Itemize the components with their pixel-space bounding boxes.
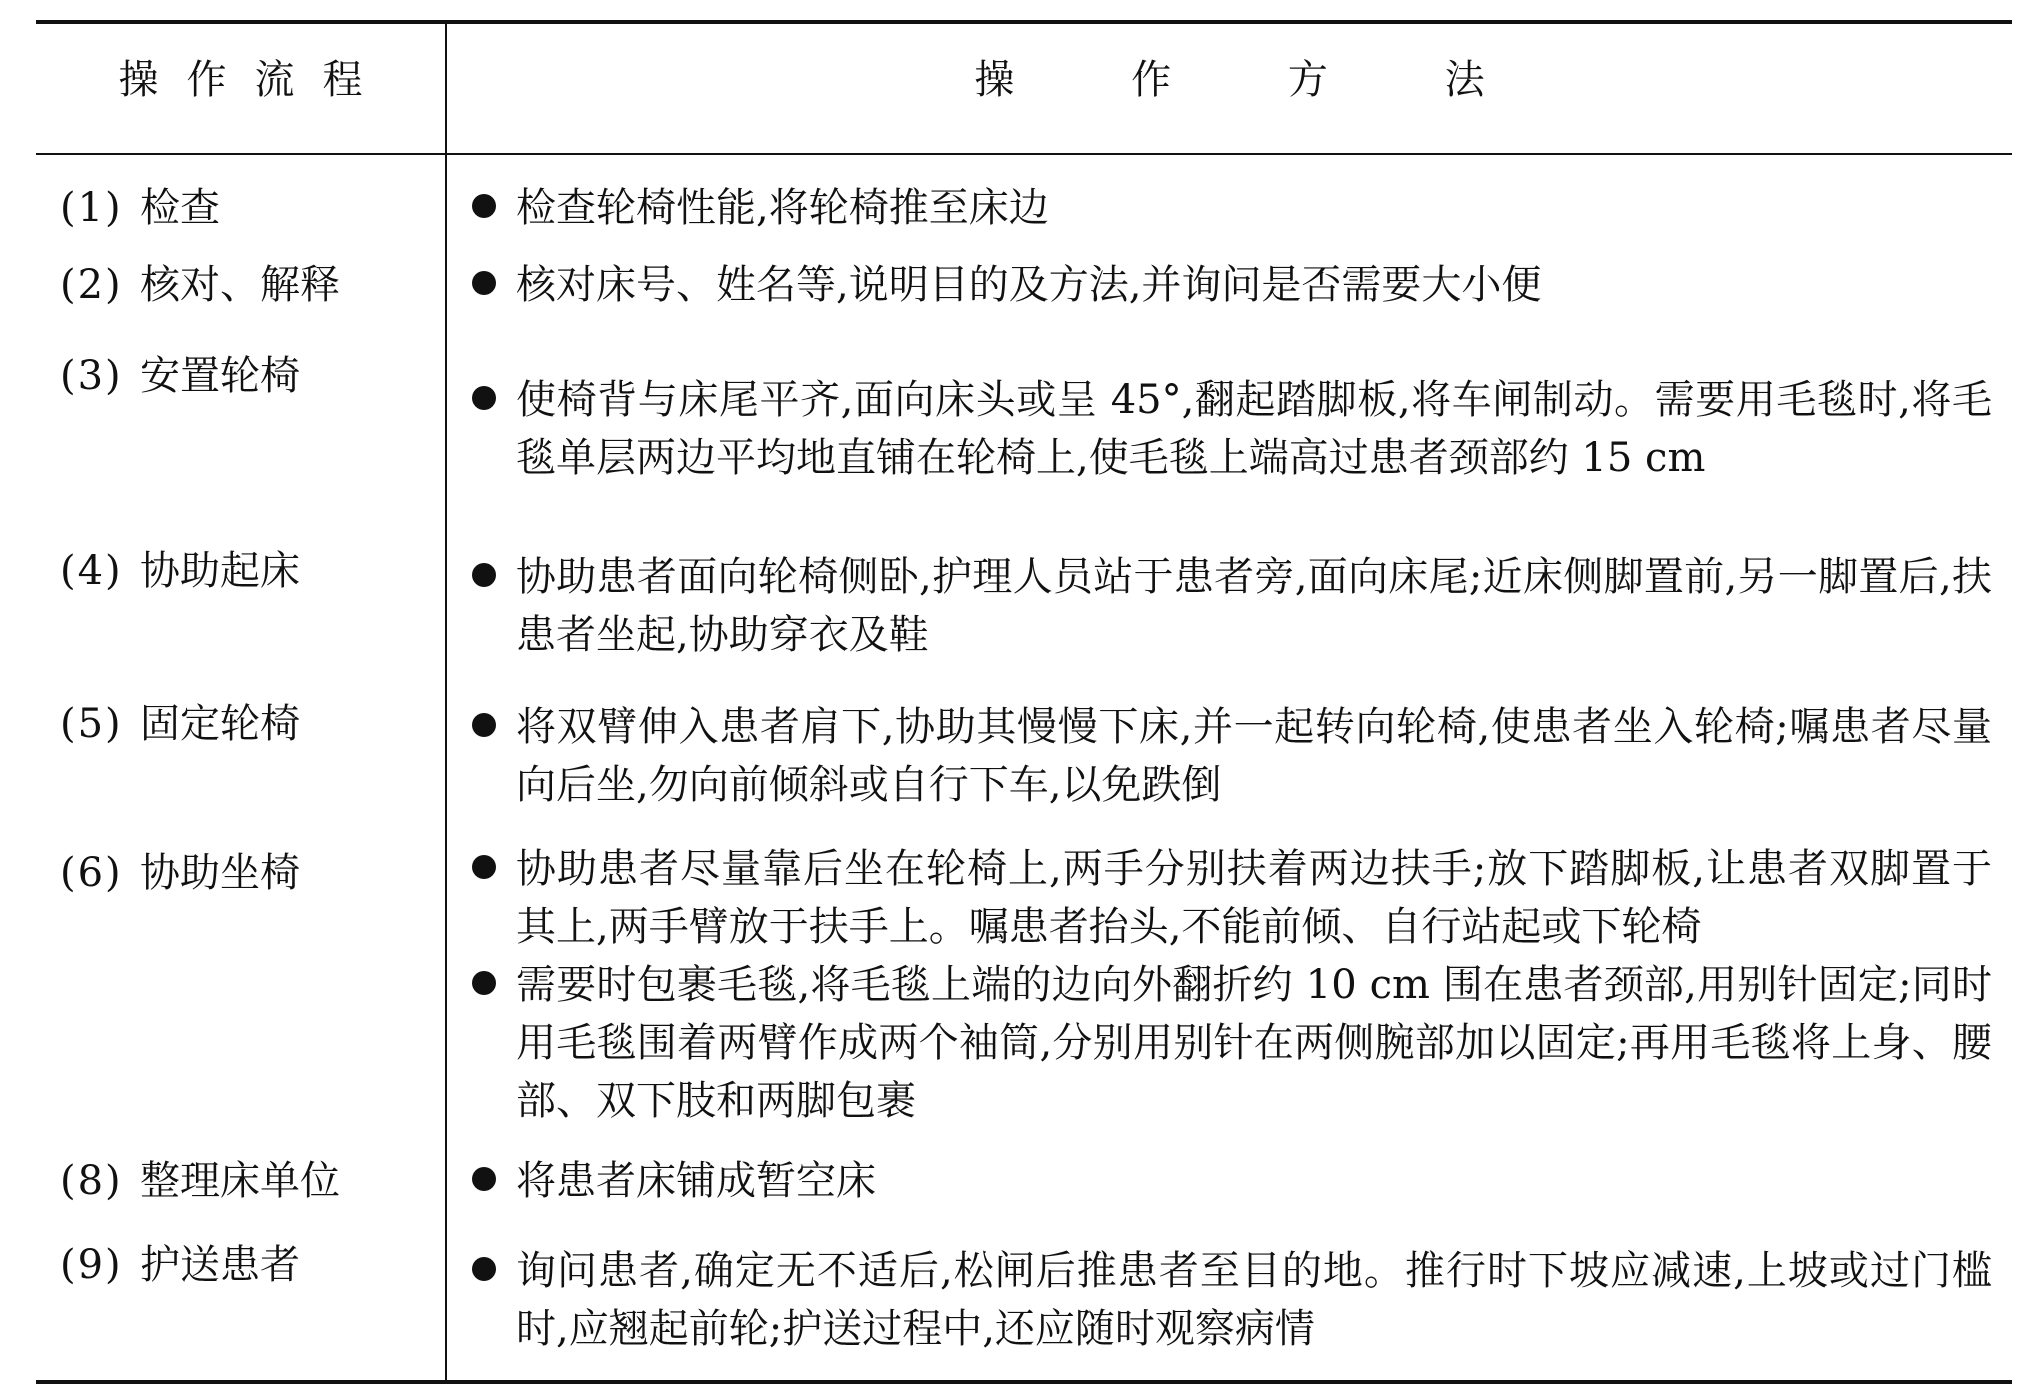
table-top-rule <box>36 20 2012 24</box>
method-text: 询问患者,确定无不适后,松闸后推患者至目的地。推行时下坡应减速,上坡或过门槛时,应翘起前轮;护送过程中,还应随时观察病情 <box>516 1248 1992 1352</box>
step-label-4 <box>60 546 300 596</box>
step-label-8 <box>60 1156 340 1206</box>
method-text: 使椅背与床尾平齐,面向床头或呈 45°,翻起踏脚板,将车闸制动。需要用毛毯时,将毛毯单层两边平均地直铺在轮椅上,使毛毯上端高过患者颈部约 15 cm <box>516 377 1992 481</box>
method-item-8-1 <box>472 1152 1992 1210</box>
bullet-icon <box>472 194 496 218</box>
method-item-5-1 <box>472 698 1992 814</box>
step-number: (6) <box>60 850 123 896</box>
method-text: 检查轮椅性能,将轮椅推至床边 <box>516 185 1049 231</box>
method-item-1-1 <box>472 179 1992 237</box>
step-name: 护送患者 <box>140 1242 300 1288</box>
step-number: (1) <box>60 185 123 231</box>
bullet-icon <box>472 1257 496 1281</box>
step-label-9 <box>60 1240 300 1290</box>
table-column-divider <box>445 24 447 1380</box>
method-text: 核对床号、姓名等,说明目的及方法,并询问是否需要大小便 <box>516 262 1542 308</box>
step-number: (8) <box>60 1158 123 1204</box>
method-text: 将患者床铺成暂空床 <box>516 1158 876 1204</box>
step-name: 协助坐椅 <box>140 850 300 896</box>
method-item-6-1 <box>472 840 1992 956</box>
step-label-1 <box>60 183 220 233</box>
step-number: (3) <box>60 353 123 399</box>
step-number: (9) <box>60 1242 123 1288</box>
column-header-method: 操 作 方 法 <box>974 57 1537 103</box>
step-name: 核对、解释 <box>140 262 340 308</box>
step-name: 协助起床 <box>140 548 300 594</box>
bullet-icon <box>472 271 496 295</box>
bullet-icon <box>472 563 496 587</box>
method-item-6-2 <box>472 956 1992 1130</box>
step-label-2 <box>60 260 340 310</box>
bullet-icon <box>472 1167 496 1191</box>
step-label-5 <box>60 699 300 749</box>
table-bottom-rule <box>36 1380 2012 1384</box>
method-item-9-1 <box>472 1242 1992 1358</box>
bullet-icon <box>472 386 496 410</box>
step-label-3 <box>60 351 300 401</box>
method-text: 协助患者面向轮椅侧卧,护理人员站于患者旁,面向床尾;近床侧脚置前,另一脚置后,扶患者坐起,协助穿衣及鞋 <box>516 554 1992 658</box>
method-text: 协助患者尽量靠后坐在轮椅上,两手分别扶着两边扶手;放下踏脚板,让患者双脚置于其上,两手臂放于扶手上。嘱患者抬头,不能前倾、自行站起或下轮椅 <box>516 846 1992 950</box>
step-label-6 <box>60 848 300 898</box>
bullet-icon <box>472 713 496 737</box>
method-item-2-1 <box>472 256 1992 314</box>
method-text: 需要时包裹毛毯,将毛毯上端的边向外翻折约 10 cm 围在患者颈部,用别针固定;同时用毛毯围着两臂作成两个袖筒,分别用别针在两侧腕部加以固定;再用毛毯将上身、腰部、双下肢和两脚包裹 <box>516 962 1992 1124</box>
step-name: 固定轮椅 <box>140 701 300 747</box>
step-name: 检查 <box>140 185 220 231</box>
step-name: 安置轮椅 <box>140 353 300 399</box>
column-header-process: 操作流程 <box>118 57 391 103</box>
step-number: (2) <box>60 262 123 308</box>
method-item-4-1 <box>472 548 1992 664</box>
step-name: 整理床单位 <box>140 1158 340 1204</box>
table-header-rule <box>36 153 2012 155</box>
method-item-3-1 <box>472 371 1992 487</box>
step-number: (4) <box>60 548 123 594</box>
step-number: (5) <box>60 701 123 747</box>
method-text: 将双臂伸入患者肩下,协助其慢慢下床,并一起转向轮椅,使患者坐入轮椅;嘱患者尽量向后坐,勿向前倾斜或自行下车,以免跌倒 <box>516 704 1992 808</box>
bullet-icon <box>472 971 496 995</box>
bullet-icon <box>472 855 496 879</box>
